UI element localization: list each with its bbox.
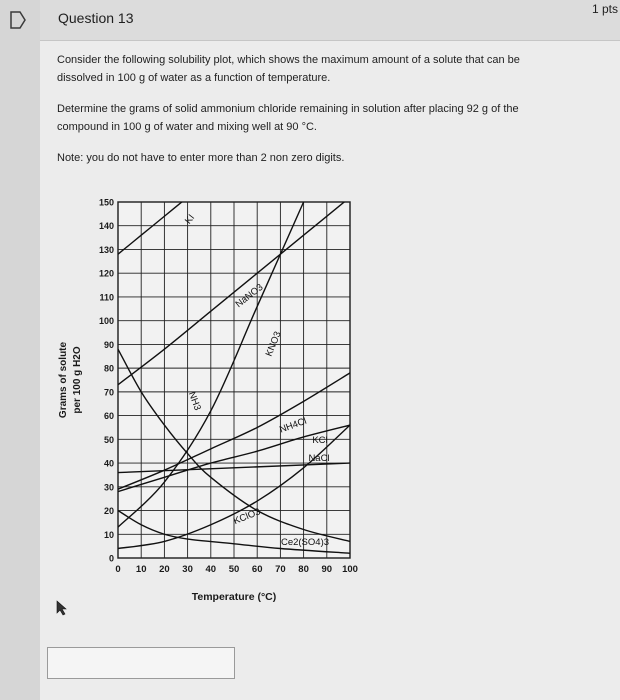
left-gutter [0, 0, 40, 700]
series-label-kclo3: KClO3 [232, 506, 263, 528]
y-tick-label: 10 [103, 529, 114, 540]
answer-input[interactable] [47, 647, 235, 679]
intro-line-1: Consider the following solubility plot, which shows the maximum amount of a solute that can be [57, 54, 520, 66]
y-tick-label: 0 [108, 553, 114, 564]
x-tick-label: 100 [342, 564, 358, 575]
x-tick-label: 0 [115, 564, 121, 575]
y-tick-label: 50 [103, 434, 114, 445]
x-tick-label: 40 [205, 564, 217, 575]
x-tick-label: 20 [159, 564, 170, 575]
note-text: Note: you do not have to enter more than 2 non zero digits. [57, 152, 345, 164]
flag-icon[interactable] [10, 11, 26, 29]
solubility-chart-svg [40, 180, 400, 620]
y-tick-label: 70 [103, 387, 114, 398]
series-label-nh4cl: NH4Cl [278, 415, 309, 436]
pointer-cursor-icon [56, 600, 68, 616]
x-tick-label: 90 [321, 564, 333, 575]
x-tick-label: 10 [135, 564, 147, 575]
x-tick-label: 80 [298, 564, 309, 575]
x-tick-label: 30 [182, 564, 193, 575]
y-tick-label: 80 [103, 363, 114, 374]
y-axis-label-line1: Grams of solute [58, 341, 69, 419]
solubility-chart [40, 180, 400, 620]
series-label-nano3: NaNO3 [233, 281, 266, 311]
y-tick-label: 130 [98, 244, 114, 255]
x-tick-label: 70 [275, 564, 286, 575]
y-tick-label: 150 [98, 197, 114, 208]
points-label: 1 pts [592, 2, 619, 16]
series-label-kcl: KCl [312, 435, 328, 446]
y-tick-label: 110 [99, 292, 114, 303]
y-tick-label: 120 [98, 268, 114, 279]
x-axis-label: Temperature (°C) [191, 591, 277, 603]
y-tick-label: 20 [103, 506, 114, 517]
y-tick-label: 30 [103, 482, 114, 493]
y-tick-label: 100 [98, 316, 114, 327]
intro-line-2: dissolved in 100 g of water as a function of temperature. [57, 72, 331, 84]
y-tick-label: 140 [98, 221, 114, 232]
y-axis-label-line2: per 100 g H2O [72, 346, 83, 414]
y-tick-label: 90 [103, 339, 114, 350]
series-label-ce2-so4-3: Ce2(SO4)3 [280, 537, 330, 548]
x-tick-label: 60 [251, 564, 263, 575]
y-tick-label: 60 [103, 411, 114, 422]
x-tick-label: 50 [228, 564, 240, 575]
y-tick-label: 40 [103, 458, 114, 469]
task-line-2: compound in 100 g of water and mixing well at 90 °C. [57, 121, 317, 133]
task-line-1: Determine the grams of solid ammonium chloride remaining in solution after placing 92 g of the [57, 103, 519, 115]
question-title: Question 13 [58, 10, 134, 26]
series-label-nacl: NaCl [308, 453, 330, 464]
series-label-ki: KI [182, 212, 198, 227]
series-label-nh3: NH3 [185, 390, 203, 412]
series-label-kno3: KNO3 [263, 330, 284, 359]
